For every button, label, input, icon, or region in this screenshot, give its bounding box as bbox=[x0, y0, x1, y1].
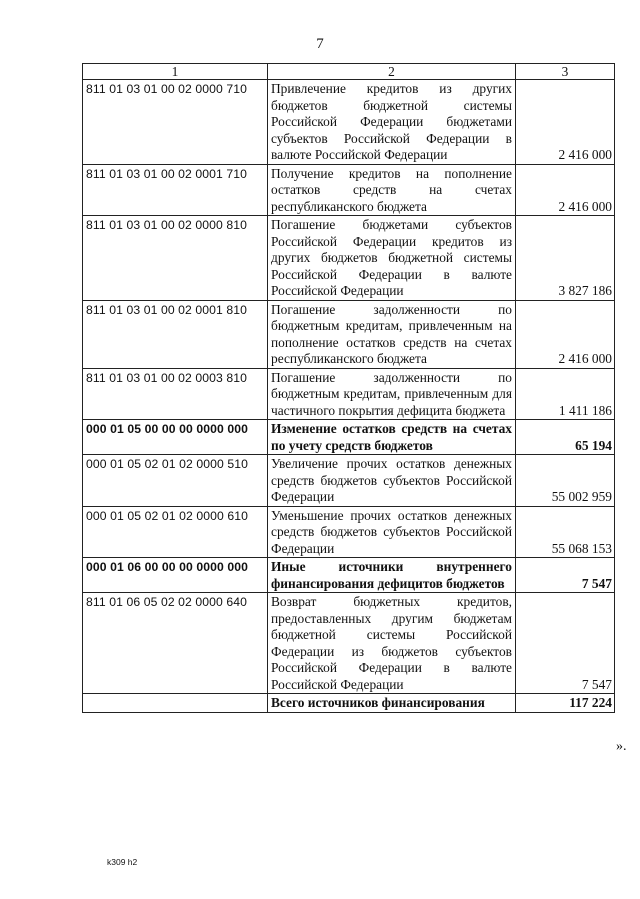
description-cell: Привлечение кредитов из других бюджетов бюджетной системы Российской Федерации бюджетами субъектов Российской Федерации в валюте Российской Федерации bbox=[268, 80, 516, 165]
total-label: Всего источников финансирования bbox=[268, 694, 516, 713]
table-row bbox=[83, 368, 615, 420]
budget-code-cell: 000 01 05 00 00 00 0000 000 bbox=[83, 420, 268, 455]
amount-cell: 1 411 186 bbox=[516, 368, 615, 420]
description-cell: Возврат бюджетных кредитов, предоставленных другим бюджетам бюджетной системы Российской Федерации из бюджетов субъектов Российской Федерации в валюте Российской Федерации bbox=[268, 593, 516, 694]
table-row bbox=[83, 300, 615, 368]
table-body bbox=[83, 64, 615, 713]
closing-quote: ». bbox=[616, 739, 627, 754]
description-cell: Получение кредитов на пополнение остатков средств на счетах республиканского бюджета bbox=[268, 164, 516, 216]
description-cell: Погашение задолженности по бюджетным кредитам, привлеченным на пополнение остатков средств на счетах республиканского бюджета bbox=[268, 300, 516, 368]
budget-code-cell: 000 01 05 02 01 02 0000 610 bbox=[83, 506, 268, 558]
budget-code-cell: 811 01 03 01 00 02 0003 810 bbox=[83, 368, 268, 420]
budget-code-cell: 811 01 03 01 00 02 0001 710 bbox=[83, 164, 268, 216]
amount-cell: 65 194 bbox=[516, 420, 615, 455]
table-row bbox=[83, 558, 615, 593]
amount-cell: 7 547 bbox=[516, 593, 615, 694]
description-cell: Уменьшение прочих остатков денежных средств бюджетов субъектов Российской Федерации bbox=[268, 506, 516, 558]
budget-code-cell: 811 01 06 05 02 02 0000 640 bbox=[83, 593, 268, 694]
footer-document-code: k309 h2 bbox=[107, 857, 138, 867]
column-header-code: 1 bbox=[83, 64, 268, 80]
budget-code-cell: 811 01 03 01 00 02 0000 710 bbox=[83, 80, 268, 165]
budget-code-cell: 811 01 03 01 00 02 0000 810 bbox=[83, 216, 268, 301]
amount-cell: 55 068 153 bbox=[516, 506, 615, 558]
table-row bbox=[83, 506, 615, 558]
description-cell: Изменение остатков средств на счетах по учету средств бюджетов bbox=[268, 420, 516, 455]
table-header-row bbox=[83, 64, 615, 80]
description-cell: Иные источники внутреннего финансирования дефицитов бюджетов bbox=[268, 558, 516, 593]
budget-code-cell: 000 01 05 02 01 02 0000 510 bbox=[83, 455, 268, 507]
amount-cell: 7 547 bbox=[516, 558, 615, 593]
budget-code-cell: 000 01 06 00 00 00 0000 000 bbox=[83, 558, 268, 593]
column-header-description: 2 bbox=[268, 64, 516, 80]
amount-cell: 2 416 000 bbox=[516, 164, 615, 216]
financing-sources-table bbox=[82, 63, 615, 713]
table-row bbox=[83, 420, 615, 455]
table-row bbox=[83, 593, 615, 694]
description-cell: Погашение бюджетами субъектов Российской Федерации кредитов из других бюджетов бюджетной системы Российской Федерации в валюте Российской Федерации bbox=[268, 216, 516, 301]
table-row bbox=[83, 80, 615, 165]
description-cell: Погашение задолженности по бюджетным кредитам, привлеченным для частичного покрытия дефицита бюджета bbox=[268, 368, 516, 420]
table-row bbox=[83, 164, 615, 216]
total-empty-cell bbox=[83, 694, 268, 713]
table-row bbox=[83, 216, 615, 301]
page-number: 7 bbox=[316, 36, 324, 52]
total-row bbox=[83, 694, 615, 713]
total-amount: 117 224 bbox=[516, 694, 615, 713]
amount-cell: 55 002 959 bbox=[516, 455, 615, 507]
description-cell: Увеличение прочих остатков денежных средств бюджетов субъектов Российской Федерации bbox=[268, 455, 516, 507]
column-header-amount: 3 bbox=[516, 64, 615, 80]
amount-cell: 2 416 000 bbox=[516, 300, 615, 368]
amount-cell: 3 827 186 bbox=[516, 216, 615, 301]
table-row bbox=[83, 455, 615, 507]
budget-code-cell: 811 01 03 01 00 02 0001 810 bbox=[83, 300, 268, 368]
amount-cell: 2 416 000 bbox=[516, 80, 615, 165]
